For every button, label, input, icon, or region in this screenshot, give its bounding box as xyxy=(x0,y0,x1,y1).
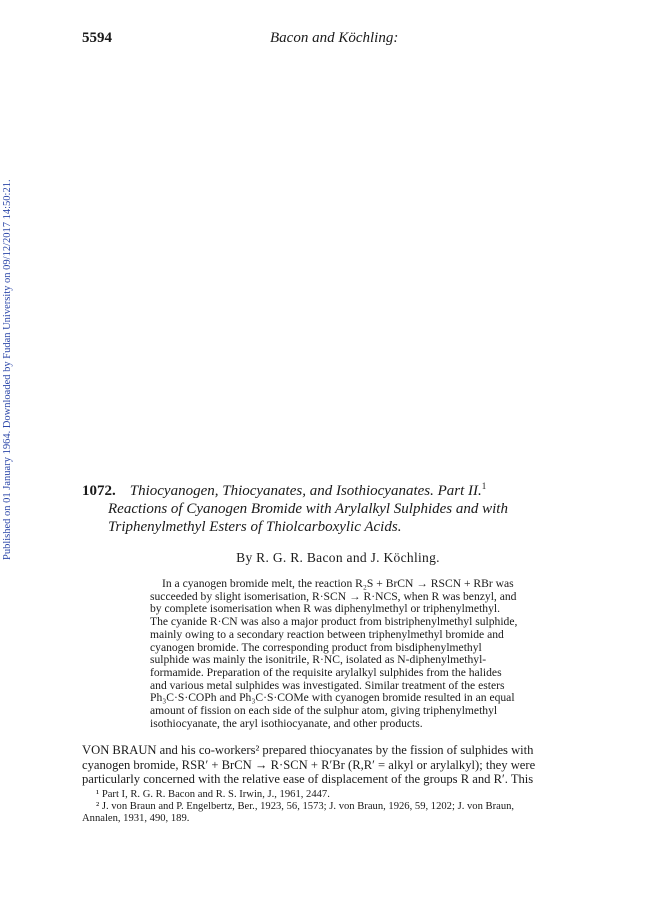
abstract-line: formamide. Preparation of the requisite arylalkyl sulphides from the halides xyxy=(150,666,502,679)
title-line-2: Reactions of Cyanogen Bromide with Arylalkyl Sulphides and with xyxy=(108,501,508,517)
abstract-line: The cyanide R·CN was also a major product from bistriphenylmethyl sulphide, xyxy=(150,616,518,629)
abstract-line: Ph₃C·S·COPh and Ph₃C·S·COMe with cyanogen bromide resulted in an equal xyxy=(150,692,515,705)
abstract-line: amount of fission on each side of the sulphur atom, giving triphenylmethyl xyxy=(150,705,498,718)
body-line: particularly concerned with the relative ease of displacement of the groups R and R′. This xyxy=(82,772,534,787)
abstract-line: cyanogen bromide. The corresponding product from bisdiphenylmethyl xyxy=(150,641,482,654)
footnote-2-cont: Annalen, 1931, 490, 189. xyxy=(82,812,190,824)
authors: By R. G. R. Bacon and J. Köchling. xyxy=(236,550,440,565)
abstract-line: sulphide was mainly the isonitrile, R·NC, isolated as N-diphenylmethyl- xyxy=(150,654,487,667)
footnote-2: ² J. von Braun and P. Engelbertz, Ber., 1923, 56, 1573; J. von Braun, 1926, 59, 1202; J. von Braun, xyxy=(96,800,515,812)
running-title: Bacon and Köchling: xyxy=(270,30,399,46)
abstract-line: In a cyanogen bromide melt, the reaction R₂S + BrCN → RSCN + RBr was xyxy=(162,578,514,590)
abstract-line: succeeded by slight isomerisation, R·SCN → R·NCS, when R was benzyl, and xyxy=(150,590,517,603)
article-number: 1072. xyxy=(82,483,116,499)
body-line: VON BRAUN and his co-workers² prepared thiocyanates by the fission of sulphides with xyxy=(82,743,534,758)
title-line-1: Thiocyanogen, Thiocyanates, and Isothiocyanates. Part II. xyxy=(129,483,482,499)
abstract-line: and various metal sulphides was investigated. Similar treatment of the esters xyxy=(150,679,505,692)
page-header xyxy=(82,30,592,50)
page-number: 5594 xyxy=(82,30,112,46)
abstract-line: by complete isomerisation when R was diphenylmethyl or triphenylmethyl. xyxy=(150,603,501,616)
body-line: cyanogen bromide, RSR′ + BrCN → R·SCN + R′Br (R,R′ = alkyl or arylalkyl); they were xyxy=(82,757,536,772)
body-text xyxy=(82,743,594,787)
abstract xyxy=(150,578,548,730)
title-line-3: Triphenylmethyl Esters of Thiolcarboxylic Acids. xyxy=(108,519,402,535)
article-title xyxy=(82,477,594,536)
abstract-line: mainly owing to a secondary reaction between triphenylmethyl bromide and xyxy=(150,628,504,641)
footnote-1: ¹ Part I, R. G. R. Bacon and R. S. Irwin, J., 1961, 2447. xyxy=(96,788,330,800)
watermark-text: Published on 01 January 1964. Downloaded by Fudan University on 09/12/2017 14:50:21. xyxy=(2,179,13,560)
article xyxy=(82,477,594,825)
title-footnote-ref: 1 xyxy=(481,481,487,491)
footnotes xyxy=(82,789,594,825)
abstract-line: isothiocyanate, the aryl isothiocyanate, and other products. xyxy=(150,717,423,730)
